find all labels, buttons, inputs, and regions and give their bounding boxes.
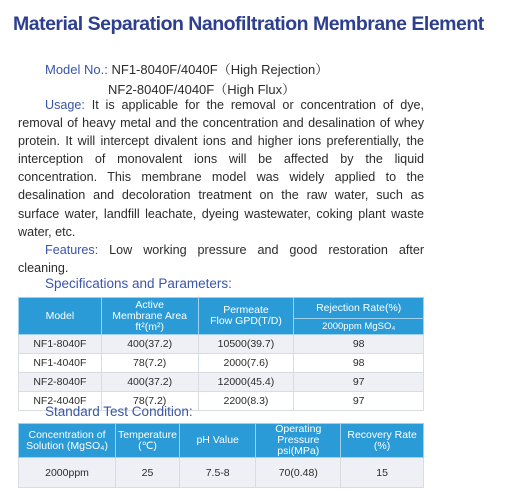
standard-table bbox=[18, 423, 424, 488]
table-row: NF1-4040F 78(7.2) 2000(7.6) 98 bbox=[19, 354, 424, 373]
spec-heading: Specifications and Parameters: bbox=[45, 276, 232, 291]
model-value-1: NF1-8040F/4040F（High Rejection） bbox=[111, 62, 329, 77]
features-label: Features: bbox=[45, 243, 99, 257]
features-paragraph bbox=[18, 241, 424, 277]
col-rejection-sub: 2000ppm MgSO₄ bbox=[294, 319, 424, 335]
usage-text: It is applicable for the removal or concentration of dye, removal of heavy metal and the concentration and desalination of whey protein. It will intercept divalent ions and higher ions preferentially, the interception of monovalent ions will be affected by the liquid concentration. This membrane model was widely applied to the desalination and decoloration treatment on the raw water, such as surface water, landfill leachate, dyeing wastewater, coking plant waste water, etc. bbox=[18, 98, 424, 239]
table-row: NF2-8040F 400(37.2) 12000(45.4) 97 bbox=[19, 373, 424, 392]
usage-paragraph bbox=[18, 96, 424, 241]
model-label: Model No.: bbox=[45, 62, 108, 77]
model-line-1 bbox=[45, 59, 328, 78]
spec-table bbox=[18, 297, 424, 411]
col-area: Active Membrane Area ft²(m²) bbox=[101, 298, 198, 335]
model-line-2: NF2-8040F/4040F（High Flux） bbox=[108, 82, 296, 97]
col-concentration: Concentration of Solution (MgSO₄) bbox=[19, 424, 116, 458]
standard-heading: Standard Test Condition: bbox=[45, 404, 193, 419]
features-text: Low working pressure and good restoration after cleaning. bbox=[18, 243, 425, 276]
usage-label: Usage: bbox=[45, 98, 85, 112]
col-model: Model bbox=[19, 298, 102, 335]
table-row: NF1-8040F 400(37.2) 10500(39.7) 98 bbox=[19, 335, 424, 354]
table-row: NF2-4040F 78(7.2) 2200(8.3) 97 bbox=[19, 392, 424, 411]
table-row: 2000ppm 25 7.5-8 70(0.48) 15 bbox=[19, 458, 424, 488]
col-temperature: Temperature (℃) bbox=[116, 424, 180, 458]
col-rejection: Rejection Rate(%) bbox=[294, 298, 424, 319]
col-ph: pH Value bbox=[180, 424, 256, 458]
col-pressure: Operating Pressure psi(MPa) bbox=[256, 424, 341, 458]
col-recovery: Recovery Rate (%) bbox=[341, 424, 424, 458]
col-flow: Permeate Flow GPD(T/D) bbox=[198, 298, 294, 335]
page-title: Material Separation Nanofiltration Membrane Element bbox=[13, 13, 484, 35]
